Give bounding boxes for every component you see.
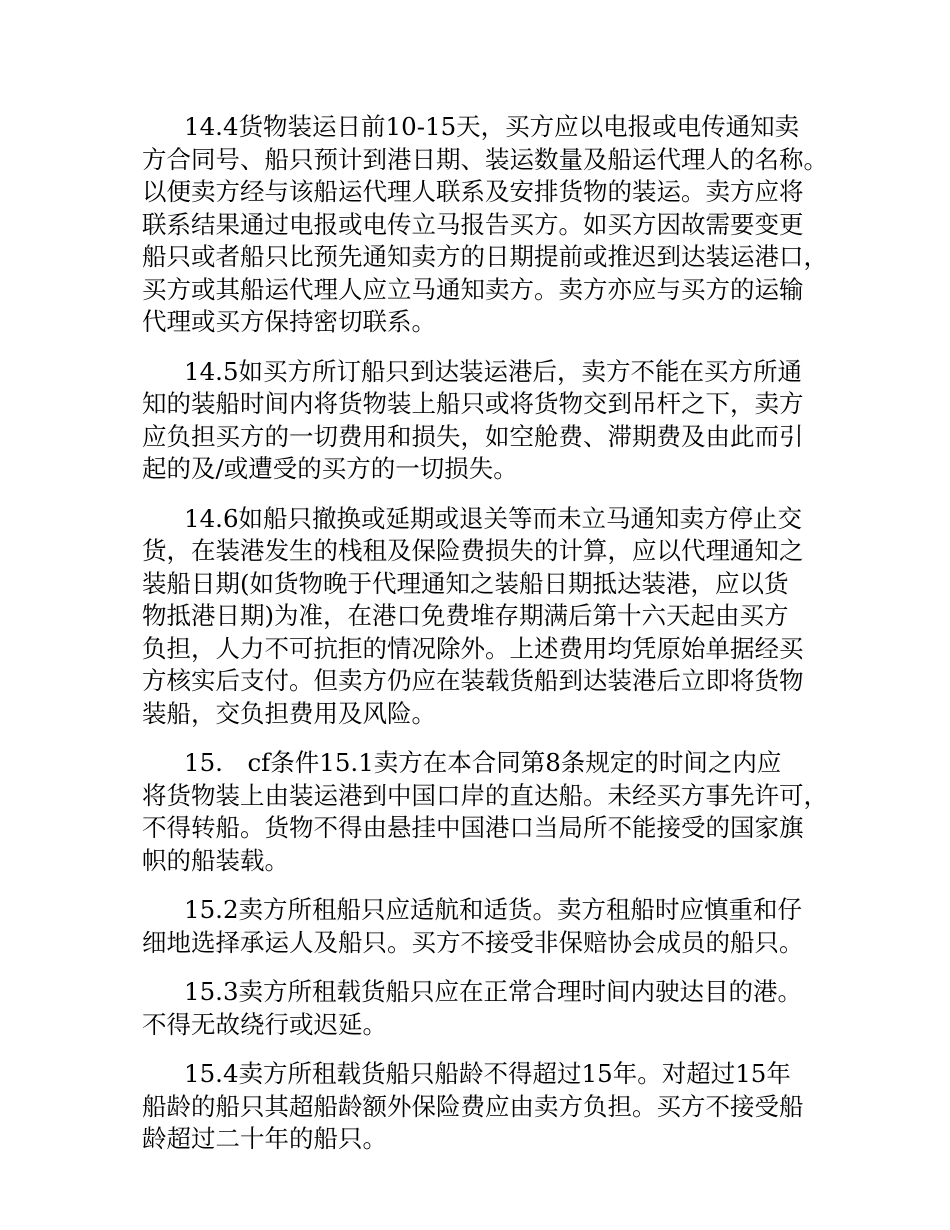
text-line: 14.5如买方所订船只到达装运港后，卖方不能在买方所通 [184, 356, 803, 386]
paragraph-14-6 [142, 503, 818, 731]
paragraph-14-4 [142, 111, 828, 339]
text-line: 细地选择承运人及船只。买方不接受非保赔协会成员的船只。 [142, 927, 804, 957]
text-line: 装船日期(如货物晚于代理通知之装船日期抵达装港，应以货 [142, 568, 789, 598]
text-line: 15.4卖方所租载货船只船龄不得超过15年。对超过15年 [184, 1059, 791, 1088]
text-line: 装船，交负担费用及风险。 [142, 698, 436, 728]
text-line: 14.4货物装运日前10-15天，买方应以电报或电传通知卖 [184, 112, 800, 141]
paragraph-15-1 [142, 747, 828, 877]
text-line: 不得转船。货物不得由悬挂中国港口当局所不能接受的国家旗 [142, 813, 804, 842]
text-line: 起的及/或遭受的买方的一切损失。 [142, 454, 518, 483]
paragraph-15-3 [142, 976, 818, 1041]
text-line: 方合同号、船只预计到港日期、装运数量及船运代理人的名称。 [142, 144, 828, 174]
text-line: 应负担买方的一切费用和损失，如空舱费、滞期费及由此而引 [142, 421, 804, 451]
text-line: 代理或买方保持密切联系。 [142, 307, 436, 336]
text-line: 联系结果通过电报或电传立马报告买方。如买方因故需要变更 [142, 209, 804, 239]
text-line: 以便卖方经与该船运代理人联系及安排货物的装运。卖方应将 [142, 177, 804, 206]
text-line: 不得无故绕行或迟延。 [142, 1009, 387, 1039]
text-line: 知的装船时间内将货物装上船只或将货物交到吊杆之下，卖方 [142, 389, 804, 418]
document-body [142, 111, 828, 1173]
text-line: 15. cf条件15.1卖方在本合同第8条规定的时间之内应 [184, 748, 782, 777]
text-line: 负担，人力不可抗拒的情况除外。上述费用均凭原始单据经买 [142, 633, 804, 663]
text-line: 帜的船装载。 [142, 845, 289, 875]
text-line: 船只或者船只比预先通知卖方的日期提前或推迟到达装运港口， [142, 242, 828, 271]
text-line: 物抵港日期)为准，在港口免费堆存期满后第十六天起由买方 [142, 601, 789, 630]
text-line: 货，在装港发生的栈租及保险费损失的计算，应以代理通知之 [142, 536, 804, 565]
paragraph-15-4 [142, 1058, 818, 1156]
text-line: 方核实后支付。但卖方仍应在装载货船到达装港后立即将货物 [142, 666, 804, 695]
paragraph-14-5 [142, 356, 818, 486]
text-line: 15.2卖方所租船只应适航和适货。卖方租船时应慎重和仔 [184, 895, 803, 924]
text-line: 船龄的船只其超船龄额外保险费应由卖方负担。买方不接受船 [142, 1091, 804, 1121]
text-line: 14.6如船只撤换或延期或退关等而未立马通知卖方停止交 [184, 503, 803, 533]
text-line: 15.3卖方所租载货船只应在正常合理时间内驶达目的港。 [184, 977, 803, 1006]
text-line: 龄超过二十年的船只。 [142, 1124, 387, 1153]
text-line: 将货物装上由装运港到中国口岸的直达船。未经买方事先许可， [142, 780, 828, 810]
text-line: 买方或其船运代理人应立马通知卖方。卖方亦应与买方的运输 [142, 274, 804, 304]
paragraph-15-2 [142, 894, 818, 959]
